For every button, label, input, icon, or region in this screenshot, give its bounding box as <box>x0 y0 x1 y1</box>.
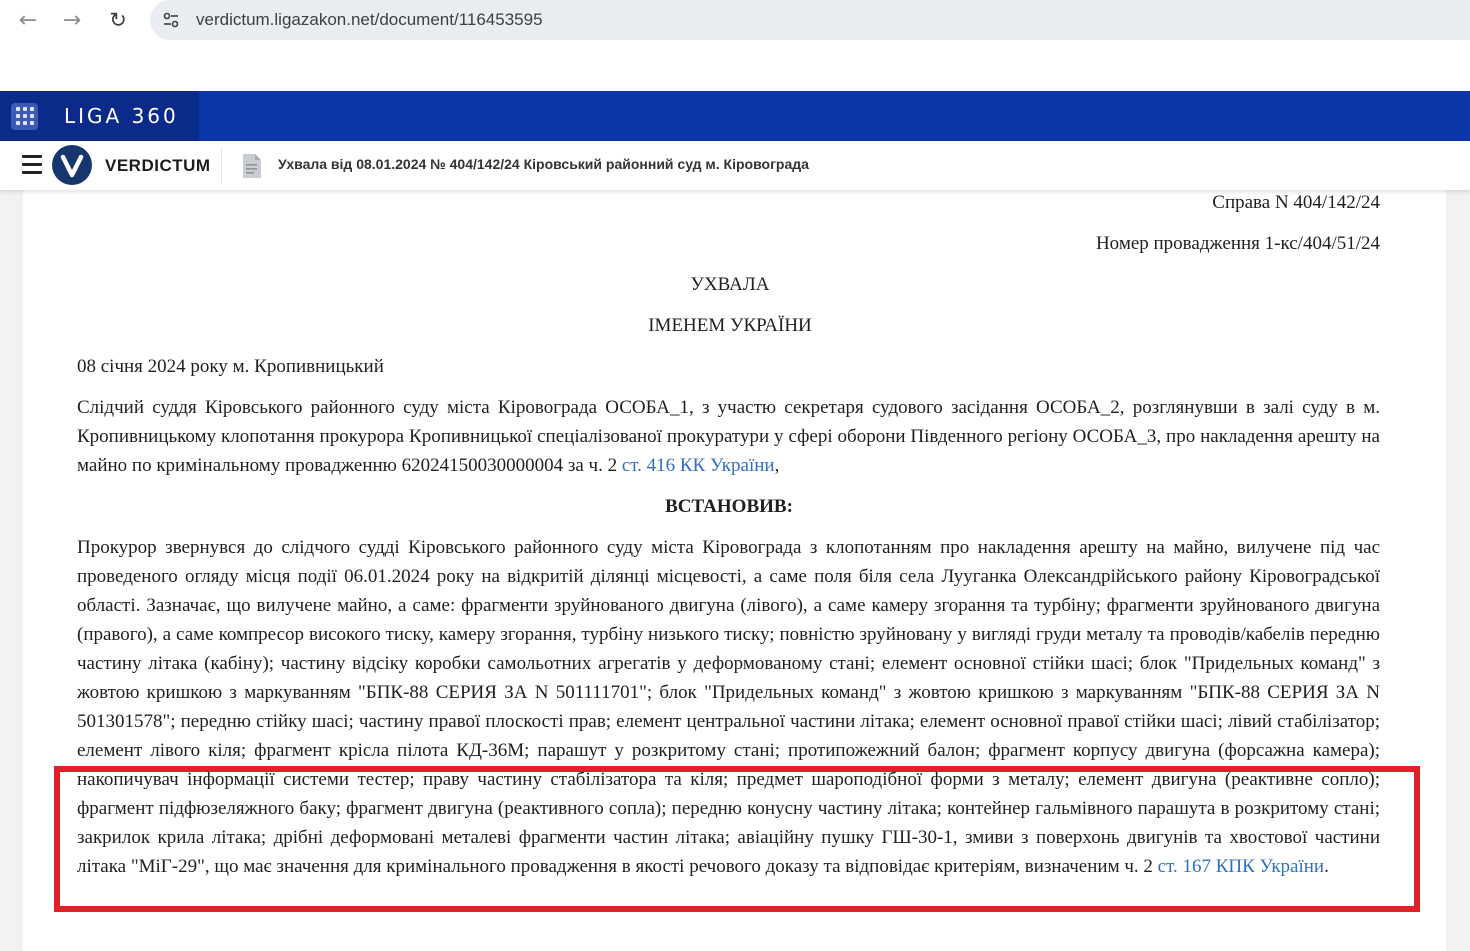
reload-icon[interactable]: ↻ <box>109 8 127 32</box>
body-paragraph <box>77 533 1380 881</box>
document-icon <box>242 153 262 179</box>
verdictum-brand[interactable]: VERDICTUM <box>105 156 211 175</box>
established-heading: ВСТАНОВИВ: <box>665 496 793 517</box>
document-heading: УХВАЛА <box>690 274 770 295</box>
body-text: Прокурор звернувся до слідчого судді Кіровського районного суду міста Кіровограда з клопотанням про накладення арешту на майно, вилучене під час проведеного огляду місця події 06.01.2024 року на відкритій ділянці місцевості, а саме поля біля села Лууганка Олександрійського району Кіровоградської області. Зазначає, що вилучене майно, а саме: фрагменти зруйнованого двигуна (лівого), а саме камеру згорання та турбіну; фрагменти зруйнованого двигуна (правого), а саме компресор високого тиску, камеру згорання, турбіну низького тиску; повністю зруйновану у вигляді груди металу та проводів/кабелів передню частину літака (кабіну); частину відсіку коробки самольотних агрегатів у деформованому стані; елемент основної стійки шасі; блок "Придельных команд" з жовтою кришкою з маркуванням "БПК-88 СЕРИЯ ЗА N 501111701"; блок "Придельных команд" з жовтою кришкою з маркуванням "БПК-88 СЕРИЯ ЗА N 501301578"; передню стійку шасі; частину правої плоскості прав; елемент центральної частини літака; елемент основної правої стійки шасі; лівий стабілізатор; елемент лівого кіля; фрагмент крісла пілота КД-36М; парашут у розкритому стані; протипожежний балон; фрагмент корпусу двигуна (форсажна камера); накопичувач інформації системи тестер; праву частину стабілізатора та кіля; предмет шароподібної форми з металу; елемент двигуна (реактивне сопло); фрагмент підфюзеляжного баку; фрагмент двигуна (реактивного сопла); передню конусну частину літака; контейнер гальмівного парашута в розкритому стані; закрилок крила літака; дрібні деформовані металеві фрагменти частин літака; авіаційну пушку ГШ-30-1, змиви з поверхонь двигунів та хвостової частини літака "МіГ-29", що має значення для кримінального провадження в якості речового доказу та відповідає критеріям, визначеним ч. 2 <box>77 537 1380 877</box>
apps-grid-icon[interactable] <box>11 103 38 130</box>
address-bar[interactable] <box>150 0 1470 40</box>
liga-title[interactable]: LIGA 360 <box>64 104 179 128</box>
date-place: 08 січня 2024 року м. Кропивницький <box>77 356 384 377</box>
body-tail: . <box>1324 856 1329 877</box>
verdictum-header <box>0 141 1470 190</box>
browser-toolbar <box>0 0 1470 40</box>
case-number: Справа N 404/142/24 <box>1212 192 1380 213</box>
back-arrow-icon[interactable]: ← <box>18 7 38 33</box>
document-title: Ухвала від 08.01.2024 № 404/142/24 Кіровський районний суд м. Кіровограда <box>278 156 809 172</box>
hamburger-menu-icon[interactable] <box>22 155 42 175</box>
url-text[interactable]: verdictum.ligazakon.net/document/116453595 <box>196 10 543 29</box>
site-settings-icon[interactable] <box>160 9 182 31</box>
law-link-art-167[interactable]: ст. 167 КПК України <box>1157 856 1325 877</box>
proceeding-number: Номер провадження 1-кс/404/51/24 <box>1095 233 1380 254</box>
intro-tail: , <box>774 455 780 476</box>
header-divider <box>221 148 222 184</box>
intro-paragraph <box>77 393 1380 480</box>
document-subheading: ІМЕНЕМ УКРАЇНИ <box>648 315 812 336</box>
law-link-art-416[interactable]: ст. 416 КК України <box>621 455 775 476</box>
liga-brand <box>0 91 199 141</box>
verdictum-logo-icon[interactable] <box>52 145 92 185</box>
intro-text: Слідчий суддя Кіровського районного суду міста Кіровограда ОСОБА_1, з участю секретаря судового засідання ОСОБА_2, розглянувши в залі суду в м. Кропивницькому клопотання прокурора Кропивницької спеціалізованої прокуратури у сфері оборони Південного регіону ОСОБА_3, про накладення арешту на майно по кримінальному провадженню 62024150030000004 за ч. 2 <box>77 397 1380 476</box>
liga-topbar <box>0 91 1470 141</box>
forward-arrow-icon[interactable]: → <box>62 7 82 33</box>
